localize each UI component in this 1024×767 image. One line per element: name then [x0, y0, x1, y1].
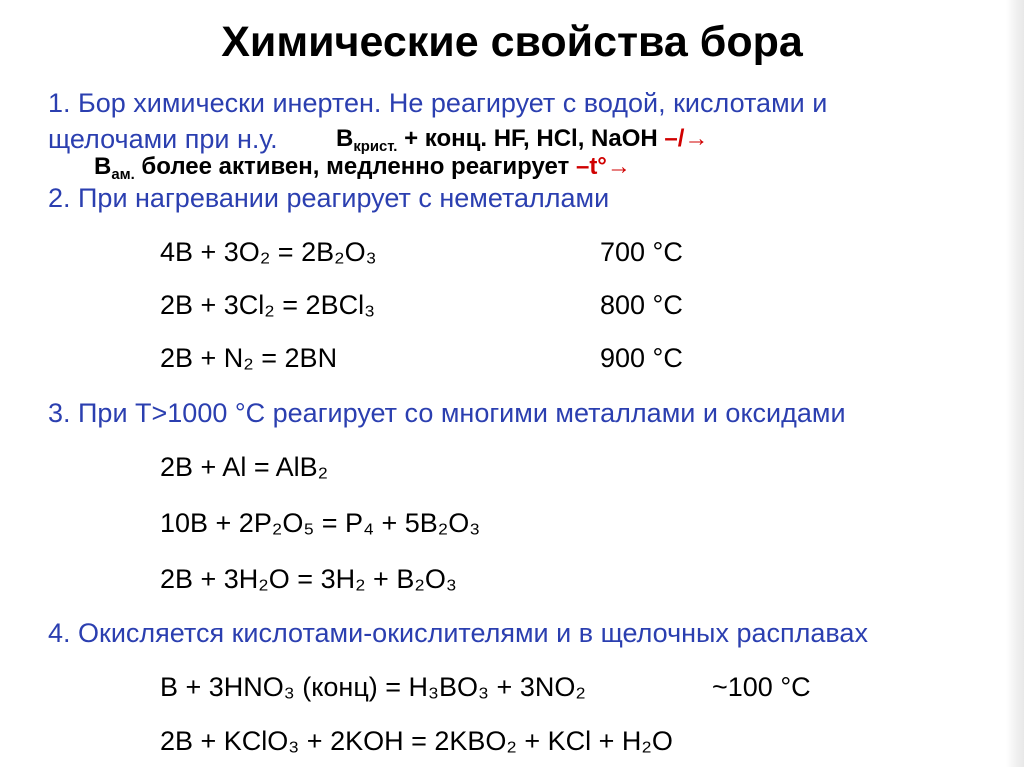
equation-8: 2B + KClO₃ + 2KOH = 2KBO₂ + KCl + H₂O — [160, 726, 673, 756]
section-1-line-2: щелочами при н.у. — [48, 124, 278, 154]
temperature-7: ~100 °C — [712, 672, 811, 702]
crystalline-boron-note — [336, 125, 709, 156]
equation-5: 10B + 2P₂O₅ = P₄ + 5B₂O₃ — [160, 508, 481, 538]
amorphous-boron-note — [94, 153, 631, 184]
temperature-2: 800 °C — [600, 290, 683, 320]
slide-title: Химические свойства бора — [221, 18, 803, 66]
section-4-heading: 4. Окисляется кислотами-окислителями и в щелочных расплавах — [48, 618, 868, 648]
heating-arrow: –t°→ — [575, 153, 631, 180]
temperature-1: 700 °C — [600, 237, 683, 267]
equation-6: 2B + 3H₂O = 3H₂ + B₂O₃ — [160, 564, 457, 594]
section-3-heading: 3. При T>1000 °C реагирует со многими металлами и оксидами — [48, 398, 846, 428]
equation-1: 4B + 3O₂ = 2B₂O₃ — [160, 237, 377, 267]
note-2-text: более активен, медленно реагирует — [134, 153, 576, 180]
section-2-heading: 2. При нагревании реагирует с неметаллами — [48, 183, 610, 213]
slide-frame-edge — [1006, 0, 1024, 767]
note-2-symbol: B — [94, 153, 112, 180]
equation-7: B + 3HNO₃ (конц) = H₃BO₃ + 3NO₂ — [160, 672, 586, 702]
note-1-symbol: B — [336, 125, 354, 152]
equation-4: 2B + Al = AlB₂ — [160, 452, 329, 482]
note-1-subscript: крист. — [353, 139, 398, 156]
equation-3: 2B + N₂ = 2BN — [160, 343, 338, 373]
no-reaction-arrow: –/→ — [664, 125, 709, 152]
note-2-subscript: ам. — [111, 167, 135, 184]
temperature-3: 900 °C — [600, 343, 683, 373]
section-1-line-1: 1. Бор химически инертен. Не реагирует с водой, кислотами и — [48, 88, 828, 118]
equation-2: 2B + 3Cl₂ = 2BCl₃ — [160, 290, 376, 320]
note-1-text: + конц. HF, HCl, NaOH — [397, 125, 665, 152]
